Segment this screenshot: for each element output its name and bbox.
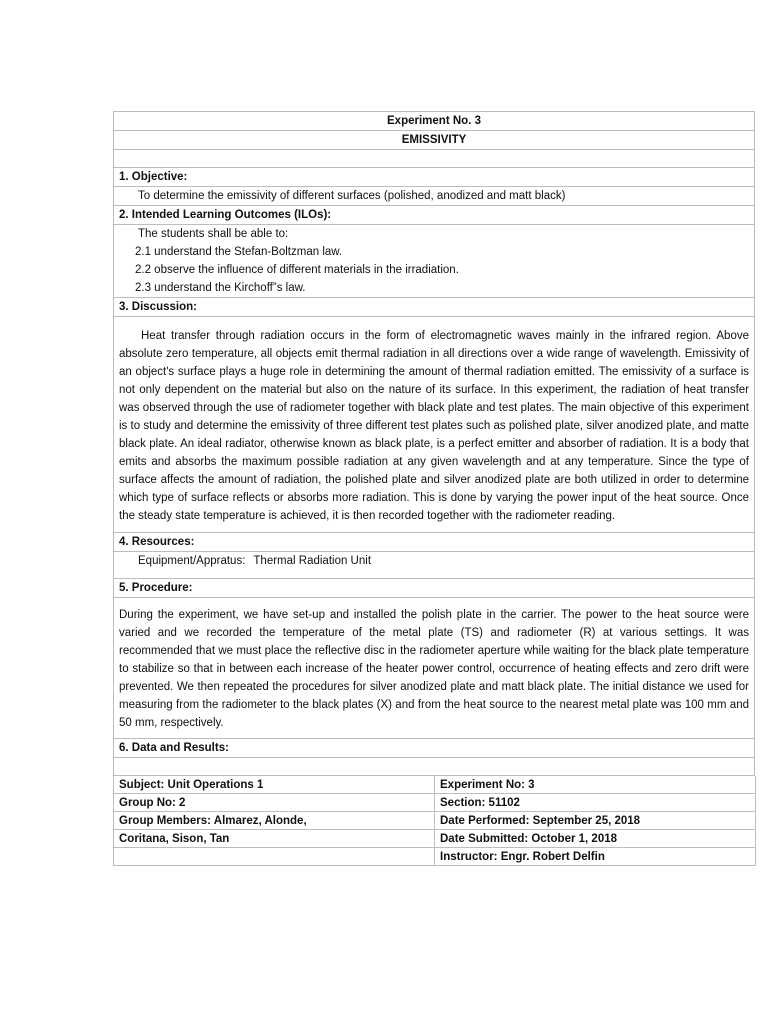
objective-text: To determine the emissivity of different surfaces (polished, anodized and matt black): [113, 187, 755, 206]
spacer-row: [113, 758, 755, 776]
experiment-title: EMISSIVITY: [113, 131, 755, 150]
discussion-heading: 3. Discussion:: [113, 298, 755, 317]
section-cell: Section: 51102: [435, 794, 756, 812]
discussion-text: Heat transfer through radiation occurs in the form of electromagnetic waves mainly in the infrared region. Above absolute zero temperature, all objects emit thermal radiation in all directions over a wide range of wavelength. Emissivity of an object's surface plays a huge role in determining the amount of thermal radiation emitted. The emissivity of a surface is not only dependent on the material but also on the nature of its surface. In this experiment, the radiation of heat transfer was observed through the use of radiometer together with black plate and test plates. The main objective of this experiment is to study and determine the emissivity of three different test plates such as polished plate, silver anodized plate, and matte black plate. An ideal radiator, otherwise known as black plate, is a perfect emitter and absorber of radiation. It is a body that emits and absorbs the maximum possible radiation at any given wavelength and at any temperature. Since the type of surface affects the amount of radiation, the polished plate and silver anodized plate are both utilized in order to determine which type of surface reflects or absorbs more radiation. This is done by varying the power input of the heat source. Once the steady state temperature is achieved, it is then recorded together with the radiometer reading.: [113, 317, 755, 533]
experiment-sheet: [113, 111, 755, 866]
group-no-cell: Group No: 2: [114, 794, 435, 812]
objective-heading: 1. Objective:: [113, 168, 755, 187]
ilos-block: [113, 225, 755, 298]
ilos-heading: 2. Intended Learning Outcomes (ILOs):: [113, 206, 755, 225]
report-info-table: [113, 776, 755, 866]
date-submitted-cell: Date Submitted: October 1, 2018: [435, 830, 756, 848]
ilo-item-3: 2.3 understand the Kirchoff”s law.: [135, 282, 306, 294]
date-performed-cell: Date Performed: September 25, 2018: [435, 812, 756, 830]
procedure-text: During the experiment, we have set-up and installed the polish plate in the carrier. The power to the heat source were varied and we recorded the temperature of the metal plate (TS) and radiometer (R) at various settings. It was recommended that we must place the reflective disc in the radiometer aperture while waiting for the black plate temperature to stabilize so that in between each increase of the heater power control, occurrence of heating effects and zero drift were prevented. We then repeated the procedures for silver anodized plate and matt black plate. The initial distance we used for measuring from the radiometer to the black plates (X) and from the heat source to the nearest metal plate was 100 mm and 50 mm, respectively.: [113, 598, 755, 739]
ilo-item-2: 2.2 observe the influence of different materials in the irradiation.: [135, 264, 459, 276]
equipment-value: Thermal Radiation Unit: [253, 555, 372, 567]
ilo-item-1: 2.1 understand the Stefan-Boltzman law.: [135, 246, 343, 258]
group-members-cell-1: Group Members: Almarez, Alonde,: [114, 812, 435, 830]
blank-cell: [114, 848, 435, 866]
ilos-intro: The students shall be able to:: [138, 228, 289, 240]
experiment-no-cell: Experiment No: 3: [435, 776, 756, 794]
resources-line: [113, 552, 755, 579]
spacer-row: [113, 150, 755, 168]
data-results-heading: 6. Data and Results:: [113, 739, 755, 758]
resources-heading: 4. Resources:: [113, 533, 755, 552]
experiment-number: Experiment No. 3: [113, 112, 755, 131]
subject-cell: Subject: Unit Operations 1: [114, 776, 435, 794]
instructor-cell: Instructor: Engr. Robert Delfin: [435, 848, 756, 866]
equipment-label: Equipment/Appratus:: [138, 555, 246, 567]
group-members-cell-2: Coritana, Sison, Tan: [114, 830, 435, 848]
procedure-heading: 5. Procedure:: [113, 579, 755, 598]
